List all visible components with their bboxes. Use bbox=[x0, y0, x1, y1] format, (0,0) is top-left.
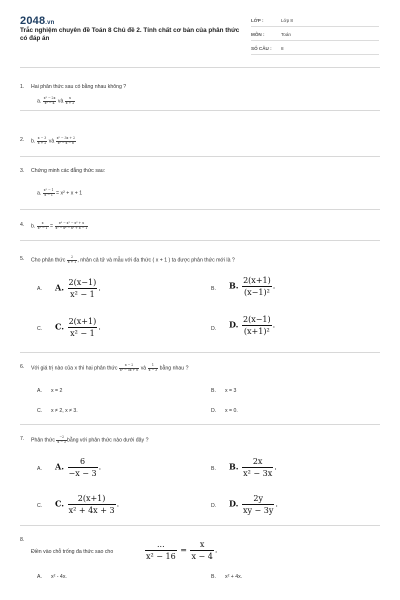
site-logo[interactable] bbox=[20, 15, 55, 27]
meta-subject: MÔN : Toán bbox=[251, 29, 379, 41]
q5-option-d[interactable]: D. bbox=[211, 326, 217, 332]
fraction: $\frac{\text{x⁴ − x³ − x² + x}}{\text{x⁵ − x⁴ − x³ + x − 1}}$ bbox=[55, 221, 88, 230]
fraction: $\frac{x - 2}{\text{x² − 5x + 6}}$ bbox=[119, 363, 139, 372]
logo-suffix: .vn bbox=[45, 20, 55, 26]
document-title: Trắc nghiệm chuyên đề Toán 8 Chủ đề 2. Tính chất cơ bản của phân thức có đáp án bbox=[20, 27, 240, 43]
q7-option-d-math: D. $\frac{2y}{xy - 3y}$ . bbox=[229, 494, 278, 515]
q7-option-c[interactable]: C. bbox=[37, 503, 43, 509]
q8-option-b[interactable]: B. x² + 4x. bbox=[211, 574, 243, 580]
fraction: $\frac{x - 3}{x + 2}$ bbox=[37, 136, 47, 145]
meta-class: LỚP : Lớp 8 bbox=[251, 15, 379, 27]
q7-option-b[interactable]: B. bbox=[211, 466, 216, 472]
fraction: $\frac{x}{\text{x² − 1}}$ bbox=[37, 221, 48, 230]
divider bbox=[20, 240, 380, 241]
q8-equation: $\frac{...}{\text{x² − 16}}$ = $\frac{x}{x - 4}$ . bbox=[146, 540, 218, 561]
q5-option-c[interactable]: C. bbox=[37, 326, 43, 332]
q7-option-c-math: C. $\frac{2(x+1)}{\text{x² + 4x + 3}}$ . bbox=[55, 494, 120, 515]
q5-option-c-math: C. $\frac{2(x+1)}{\text{x² − 1}}$ . bbox=[55, 317, 101, 338]
fraction: $\frac{x}{x + 2}$ bbox=[65, 96, 75, 105]
q6-option-d[interactable]: D. x = 0. bbox=[211, 408, 238, 414]
worksheet-page: 2048.vn Trắc nghiệm chuyên đề Toán 8 Chủ đề 2. Tính chất cơ bản của phân thức có đáp án LỚP : Lớp 8 MÔN : Toán SỐ CÂU : 8 1. Hai phân thức sau có bằng nhau không ? a. $\frac{\text{x² − 2x}}{\text{x² − 4}}$ và $\frac{x}{x + 2}$ 2. b. $\frac{x - 3}{x + 2}$ và $\frac{\text{x² − 3x + 2}}{\text{x² − x − 6}}$ 3. Chứng minh các đẳng thức sau: a. $\frac{\text{x³ − 1}}{x - 1}$ = x² + x + 1 4. b. $\frac{x}{\text{x² − 1}}$ = $\frac{\text{x⁴ − x³ − x² + x}}{\text{x⁵ − x⁴ − x³ + x − 1}}$ 5. Cho phân thức $\frac{2}{x + 1}$ , nhân cả tử và mẫu với đa thức ( x + 1 ) ta được phân thức mới là ? A. A. $\frac{2(x-1)}{\text{x² − 1}}$ . B. B. $\frac{2(x+1)}{\text{(x−1)²}}$ . C. C. $\frac{2(x+1)}{\text{x² − 1}}$ . D. D. $\frac{2(x-1)}{\text{(x+1)²}}$ . 6. Với giá trị nào của x thì hai phân thức $\frac{x - 2}{\text{x² − 5x + 6}}$ và $\frac{1}{x - 3}$ bằng nhau ? A. x = 2 B. x = 3 C. x ≠ 2, x ≠ 3. D. x = 0. 7. Phân thức $\frac{-2}{x - 3}$ bằng với phân thức nào dưới đây ? A. A. $\frac{6}{-x - 3}$ . B. B. $\frac{2x}{\text{x² − 3x}}$ . C. C. $\frac{2(x+1)}{\text{x² + 4x + 3}}$ . D. D. $\frac{2y}{xy - 3y}$ . 8. Điền vào chỗ trống đa thức sao cho $\frac{...}{\text{x² − 16}}$ = $\frac{x}{x - 4}$ . A. x² - 4x. B. x² + 4x. bbox=[0, 0, 400, 600]
fraction: $\frac{2}{x + 1}$ bbox=[67, 255, 77, 264]
fraction: $\frac{-2}{x - 3}$ bbox=[57, 435, 66, 444]
q7-option-b-math: B. $\frac{2x}{\text{x² − 3x}}$ . bbox=[229, 457, 277, 478]
divider bbox=[20, 352, 380, 353]
meta-question-count: SỐ CÂU : 8 bbox=[251, 43, 379, 55]
fraction: $\frac{\text{x³ − 1}}{x - 1}$ bbox=[43, 188, 54, 197]
logo-text: 2048 bbox=[20, 15, 46, 27]
q5-option-a-math: A. $\frac{2(x-1)}{\text{x² − 1}}$ . bbox=[55, 278, 101, 299]
header-divider bbox=[20, 67, 380, 68]
q7-option-a-math: A. $\frac{6}{-x - 3}$ . bbox=[55, 457, 102, 478]
q5-option-a[interactable]: A. bbox=[37, 286, 42, 292]
question-1-part-a: a. $\frac{\text{x² − 2x}}{\text{x² − 4}}$ và $\frac{x}{x + 2}$ bbox=[37, 96, 75, 105]
divider bbox=[20, 110, 380, 111]
q7-option-a[interactable]: A. bbox=[37, 466, 42, 472]
q6-option-c[interactable]: C. x ≠ 2, x ≠ 3. bbox=[37, 408, 78, 414]
divider bbox=[20, 525, 380, 526]
fraction: $\frac{\text{x² − 2x}}{\text{x² − 4}}$ bbox=[43, 96, 56, 105]
q6-option-b[interactable]: B. x = 3 bbox=[211, 388, 237, 394]
divider bbox=[20, 424, 380, 425]
fraction: $\frac{1}{x - 3}$ bbox=[148, 363, 158, 372]
q7-option-d[interactable]: D. bbox=[211, 503, 217, 509]
q5-option-b-math: B. $\frac{2(x+1)}{\text{(x−1)²}}$ . bbox=[229, 276, 276, 297]
divider bbox=[20, 156, 380, 157]
q8-option-a[interactable]: A. x² - 4x. bbox=[37, 574, 67, 580]
q6-option-a[interactable]: A. x = 2 bbox=[37, 388, 63, 394]
q5-option-d-math: D. $\frac{2(x-1)}{\text{(x+1)²}}$ . bbox=[229, 315, 276, 336]
q5-option-b[interactable]: B. bbox=[211, 286, 216, 292]
fraction: $\frac{\text{x² − 3x + 2}}{\text{x² − x − 6}}$ bbox=[56, 136, 76, 145]
question-3-part-a: a. $\frac{\text{x³ − 1}}{x - 1}$ = x² + x + 1 bbox=[37, 188, 83, 197]
divider bbox=[20, 209, 380, 210]
